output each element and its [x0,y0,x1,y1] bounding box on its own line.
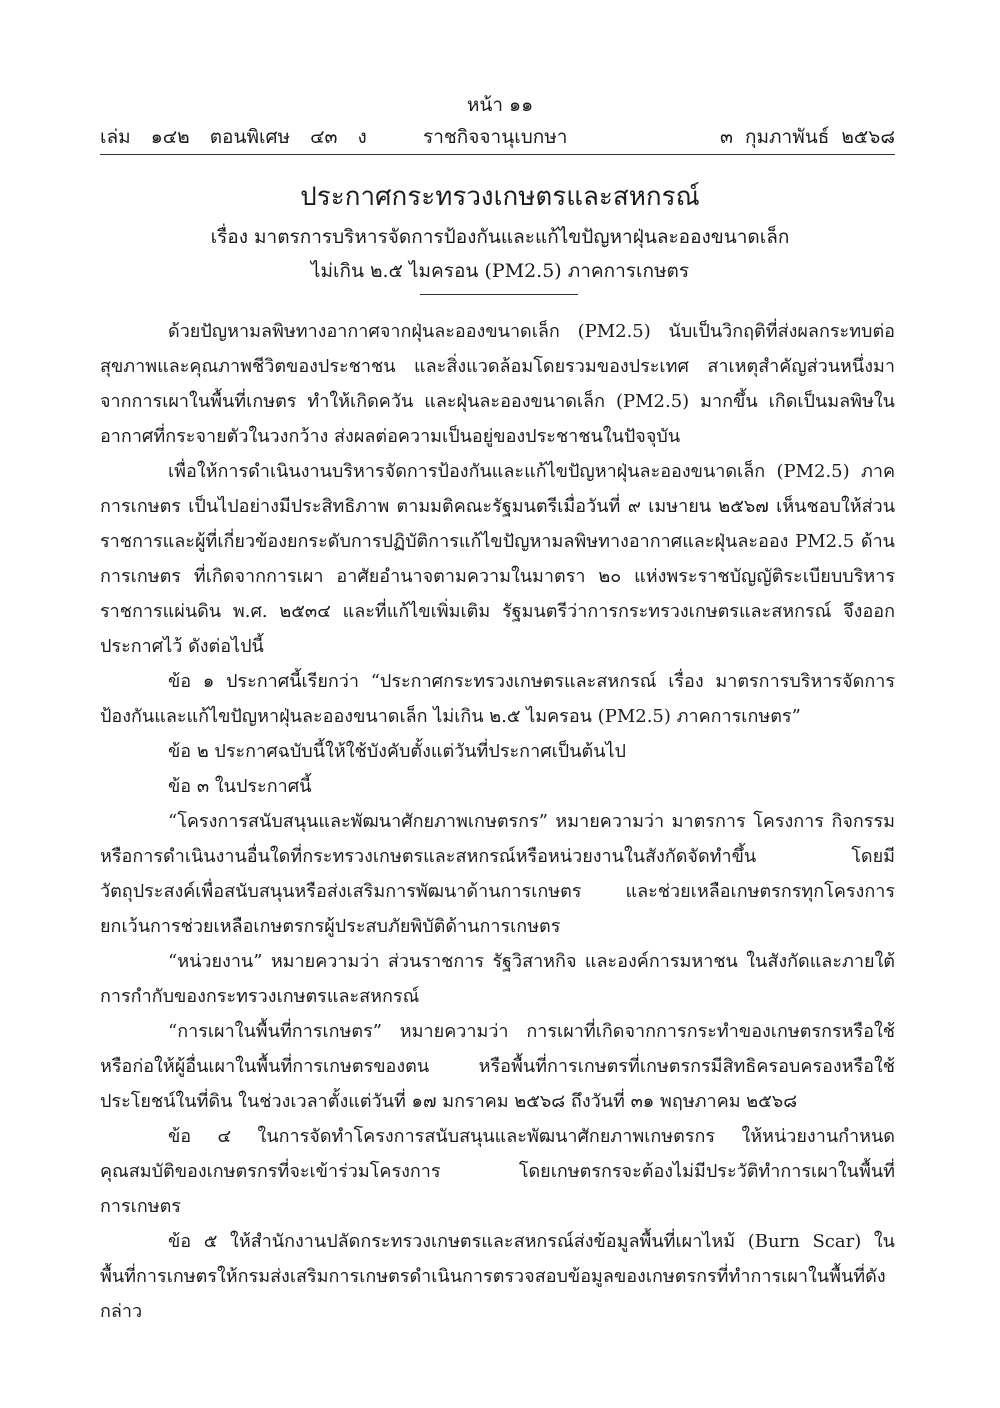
gazette-publication: ราชกิจจานุเบกษา [423,126,568,148]
paragraph-intro: ด้วยปัญหามลพิษทางอากาศจากฝุ่นละอองขนาดเล็ก (PM2.5) นับเป็นวิกฤติที่ส่งผลกระทบต่อสุขภาพและคุณภาพชีวิตของประชาชน และสิ่งแวดล้อมโดยรวมของประเทศ สาเหตุสำคัญส่วนหนึ่งมาจากการเผาในพื้นที่เกษตร ทำให้เกิดควัน และฝุ่นละอองขนาดเล็ก (PM2.5) มากขึ้น เกิดเป็นมลพิษในอากาศที่กระจายตัวในวงกว้าง ส่งผลต่อความเป็นอยู่ของประชาชนในปัจจุบัน [100,321,895,447]
subject-line-1: เรื่อง มาตรการบริหารจัดการป้องกันและแก้ไขปัญหาฝุ่นละอองขนาดเล็ก [210,226,790,248]
clause-2: ข้อ ๒ ประกาศฉบับนี้ให้ใช้บังคับตั้งแต่วันที่ประกาศเป็นต้นไป [168,741,626,762]
clause-5: ข้อ ๕ ให้สำนักงานปลัดกระทรวงเกษตรและสหกรณ์ส่งข้อมูลพื้นที่เผาไหม้ (Burn Scar) ในพื้นที่การเกษตรให้กรมส่งเสริมการเกษตรดำเนินการตรวจสอบข้อมูลของเกษตรกรที่ทำการเผาในพื้นที่ดังกล่าว [100,1231,895,1322]
page-number: หน้า ๑๑ [466,94,534,116]
definition-burning: “การเผาในพื้นที่การเกษตร” หมายความว่า การเผาที่เกิดจากการกระทำของเกษตรกรหรือใช้หรือก่อให้ผู้อื่นเผาในพื้นที่การเกษตรของตน หรือพื้นที่การเกษตรที่เกษตรกรมีสิทธิครอบครองหรือใช้ประโยชน์ในที่ดิน ในช่วงเวลาตั้งแต่วันที่ ๑๗ มกราคม ๒๕๖๘ ถึงวันที่ ๓๑ พฤษภาคม ๒๕๖๘ [100,1021,895,1112]
definition-agency: “หน่วยงาน” หมายความว่า ส่วนราชการ รัฐวิสาหกิจ และองค์การมหาชน ในสังกัดและภายใต้การกำกับของกระทรวงเกษตรและสหกรณ์ [100,951,895,1007]
announcement-body [100,314,895,1329]
announcement-subject [0,220,1000,288]
title-separator [420,294,578,295]
definition-project: “โครงการสนับสนุนและพัฒนาศักยภาพเกษตรกร” หมายความว่า มาตรการ โครงการ กิจกรรม หรือการดำเนินงานอื่นใดที่กระทรวงเกษตรและสหกรณ์หรือหน่วยงานในสังกัดจัดทำขึ้น โดยมีวัตถุประสงค์เพื่อสนับสนุนหรือส่งเสริมการพัฒนาด้านการเกษตร และช่วยเหลือเกษตรกรทุกโครงการ ยกเว้นการช่วยเหลือเกษตรกรผู้ประสบภัยพิบัติด้านการเกษตร [100,811,895,937]
clause-3: ข้อ ๓ ในประกาศนี้ [168,776,312,797]
paragraph-authority: เพื่อให้การดำเนินงานบริหารจัดการป้องกันและแก้ไขปัญหาฝุ่นละอองขนาดเล็ก (PM2.5) ภาคการเกษตร เป็นไปอย่างมีประสิทธิภาพ ตามมติคณะรัฐมนตรีเมื่อวันที่ ๙ เมษายน ๒๕๖๗ เห็นชอบให้ส่วนราชการและผู้ที่เกี่ยวข้องยกระดับการปฏิบัติการแก้ไขปัญหามลพิษทางอากาศและฝุ่นละออง PM2.5 ด้านการเกษตร ที่เกิดจากการเผา อาศัยอำนาจตามความในมาตรา ๒๐ แห่งพระราชบัญญัติระเบียบบริหารราชการแผ่นดิน พ.ศ. ๒๕๓๔ และที่แก้ไขเพิ่มเติม รัฐมนตรีว่าการกระทรวงเกษตรและสหกรณ์ จึงออกประกาศไว้ ดังต่อไปนี้ [100,461,895,657]
subject-line-2: ไม่เกิน ๒.๕ ไมครอน (PM2.5) ภาคการเกษตร [310,260,690,282]
gazette-date: ๓ กุมภาพันธ์ ๒๕๖๘ [719,126,895,148]
clause-1: ข้อ ๑ ประกาศนี้เรียกว่า “ประกาศกระทรวงเกษตรและสหกรณ์ เรื่อง มาตรการบริหารจัดการป้องกันและแก้ไขปัญหาฝุ่นละอองขนาดเล็ก ไม่เกิน ๒.๕ ไมครอน (PM2.5) ภาคการเกษตร” [100,671,895,727]
announcement-title: ประกาศกระทรวงเกษตรและสหกรณ์ [300,182,700,212]
gazette-header [100,122,895,155]
clause-4: ข้อ ๔ ในการจัดทำโครงการสนับสนุนและพัฒนาศักยภาพเกษตรกร ให้หน่วยงานกำหนดคุณสมบัติของเกษตรกรที่จะเข้าร่วมโครงการ โดยเกษตรกรจะต้องไม่มีประวัติทำการเผาในพื้นที่การเกษตร [100,1126,895,1217]
gazette-volume: เล่ม ๑๔๒ ตอนพิเศษ ๔๓ ง [100,126,367,148]
